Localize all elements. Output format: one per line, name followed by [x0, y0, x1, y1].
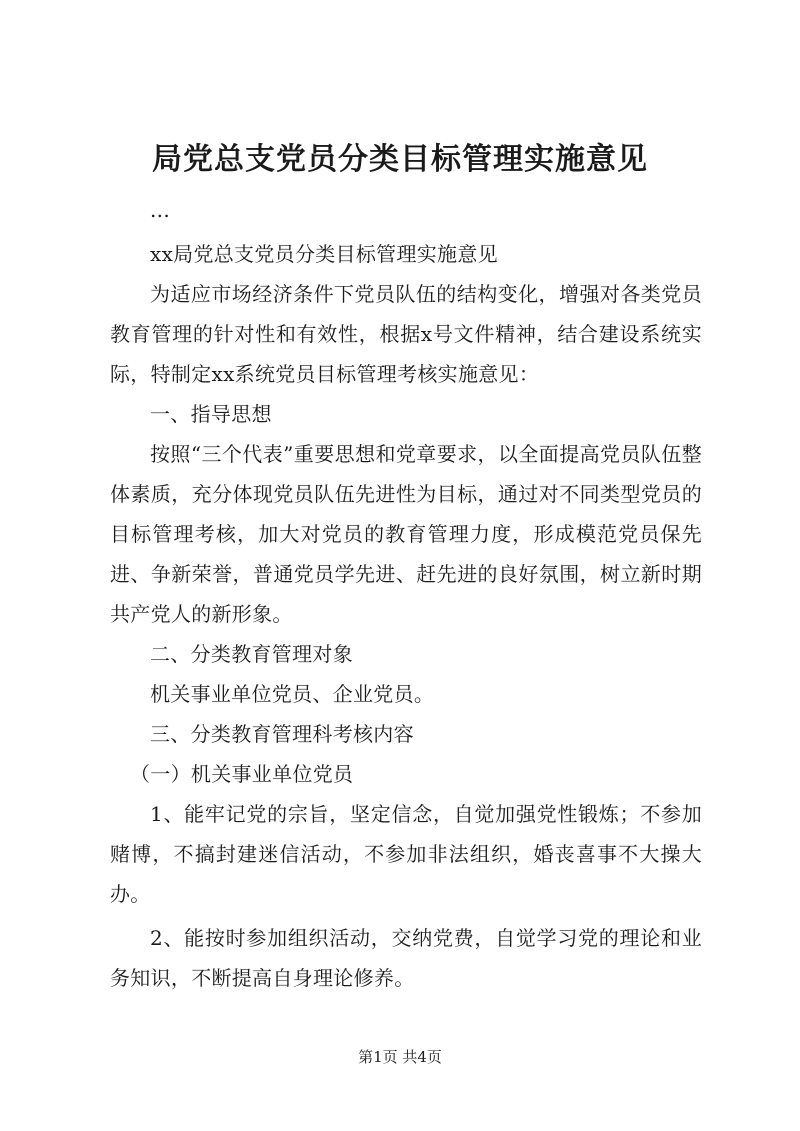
section-heading-assessment-content: 三、分类教育管理科考核内容: [150, 722, 414, 746]
guiding-ideology-paragraph: 按照“三个代表”重要思想和党章要求，以全面提高党员队伍整体素质，充分体现党员队伍先进性为目标，通过对不同类型党员的目标管理考核，加大对党员的教育管理力度，形成模范党员保先进、争新荣誉，普通党员学先进、赶先进的良好氛围，树立新时期共产党人的新形象。: [110, 442, 702, 626]
document-body: [110, 190, 702, 998]
subsection-heading-institution-members: （一）机关事业单位党员: [130, 762, 354, 786]
intro-paragraph: 为适应市场经济条件下党员队伍的结构变化，增强对各类党员教育管理的针对性和有效性，根据x号文件精神，结合建设系统实际，特制定xx系统党员目标管理考核实施意见：: [110, 282, 702, 386]
page-footer: 第1页 共4页: [358, 1048, 442, 1066]
document-title: 局党总支党员分类目标管理实施意见: [152, 142, 648, 177]
subtitle-line: xx局党总支党员分类目标管理实施意见: [150, 242, 498, 266]
management-targets-paragraph: 机关事业单位党员、企业党员。: [150, 682, 435, 706]
ellipsis-line: ...: [150, 198, 170, 222]
item-1-paragraph: 1、能牢记党的宗旨，坚定信念，自觉加强党性锻炼；不参加赌博，不搞封建迷信活动，不参加非法组织，婚丧喜事不大操大办。: [110, 802, 702, 906]
section-heading-management-targets: 二、分类教育管理对象: [150, 642, 353, 666]
item-2-paragraph: 2、能按时参加组织活动，交纳党费，自觉学习党的理论和业务知识，不断提高自身理论修养。: [110, 926, 702, 990]
section-heading-guiding-ideology: 一、指导思想: [150, 402, 272, 426]
